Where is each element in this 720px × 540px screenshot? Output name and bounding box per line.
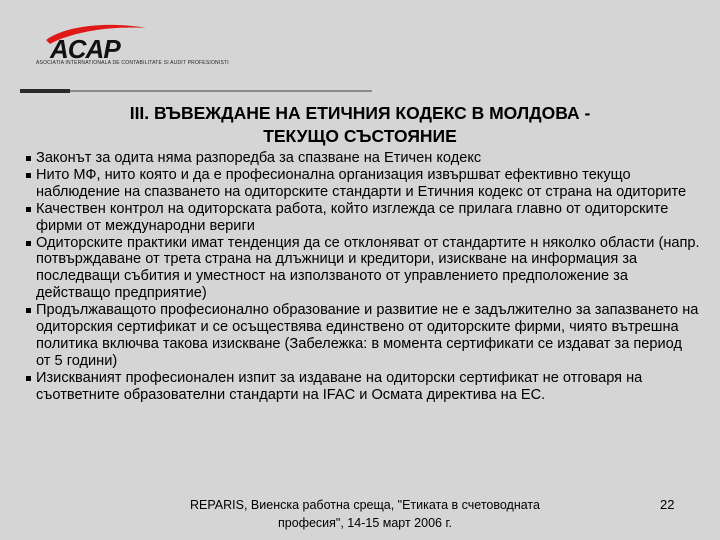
bullet-square-icon xyxy=(26,156,31,161)
bullet-square-icon xyxy=(26,241,31,246)
page-number: 22 xyxy=(660,497,675,512)
footer-line-2: професия", 14-15 март 2006 г. xyxy=(278,516,452,530)
bullet-item xyxy=(24,167,700,201)
bullet-text: Изискваният професионален изпит за издаване на одиторски сертификат не отговаря на съответните образователни стандарти на IFAC и Осмата директива на ЕС. xyxy=(36,369,643,403)
bullet-text: Нито МФ, нито която и да е професионална организация извършват ефективно текущо наблюдение на спазването на одиторските стандарти и Етичния кодекс от страна на одиторите xyxy=(36,166,687,200)
bullet-item xyxy=(24,235,700,303)
bullet-text: Качествен контрол на одиторската работа, който изглежда се прилага главно от одиторските фирми от международни вериги xyxy=(36,200,669,234)
logo-subline: ASOCIATIA INTERNATIONALA DE CONTABILITATE SI AUDIT PROFESIONISTI xyxy=(36,60,229,66)
footer-line-1: REPARIS, Виенска работна среща, "Етиката в счетоводната xyxy=(190,498,540,512)
bullet-square-icon xyxy=(26,308,31,313)
slide-title xyxy=(60,102,660,148)
bullet-text: Одиторските практики имат тенденция да се отклоняват от стандартите н няколко области (напр. потвърждаване от трета страна на длъжници и кредитори, изискване на информация за последващи събития и уместност на използваното от управлението предположение за действащо предприятие) xyxy=(36,234,700,302)
bullet-item xyxy=(24,201,700,235)
bullet-square-icon xyxy=(26,207,31,212)
logo-wordmark: ACAP xyxy=(50,34,120,64)
title-line-2: ТЕКУЩО СЪСТОЯНИЕ xyxy=(263,126,457,146)
divider-grey xyxy=(70,90,372,92)
bullet-square-icon xyxy=(26,173,31,178)
title-line-1: III. ВЪВЕЖДАНЕ НА ЕТИЧНИЯ КОДЕКС В МОЛДОВА - xyxy=(129,103,591,123)
bullet-item xyxy=(24,150,700,167)
bullet-text: Продължаващото професионално образование и развитие не е задължително за запазването на одиторския сертификат и се осъществява единствено от одиторските фирми, чиято вътрешна политика включва такова изискване (Забележка: в момента сертификати се издават за период от 5 години) xyxy=(36,302,699,369)
divider-dark xyxy=(20,89,70,93)
bullet-square-icon xyxy=(26,376,31,381)
bullet-list xyxy=(24,150,700,404)
bullet-item xyxy=(24,302,700,370)
bullet-item xyxy=(24,370,700,404)
footer-citation xyxy=(150,496,580,532)
bullet-text: Законът за одита няма разпоредба за спазване на Етичен кодекс xyxy=(36,150,482,166)
